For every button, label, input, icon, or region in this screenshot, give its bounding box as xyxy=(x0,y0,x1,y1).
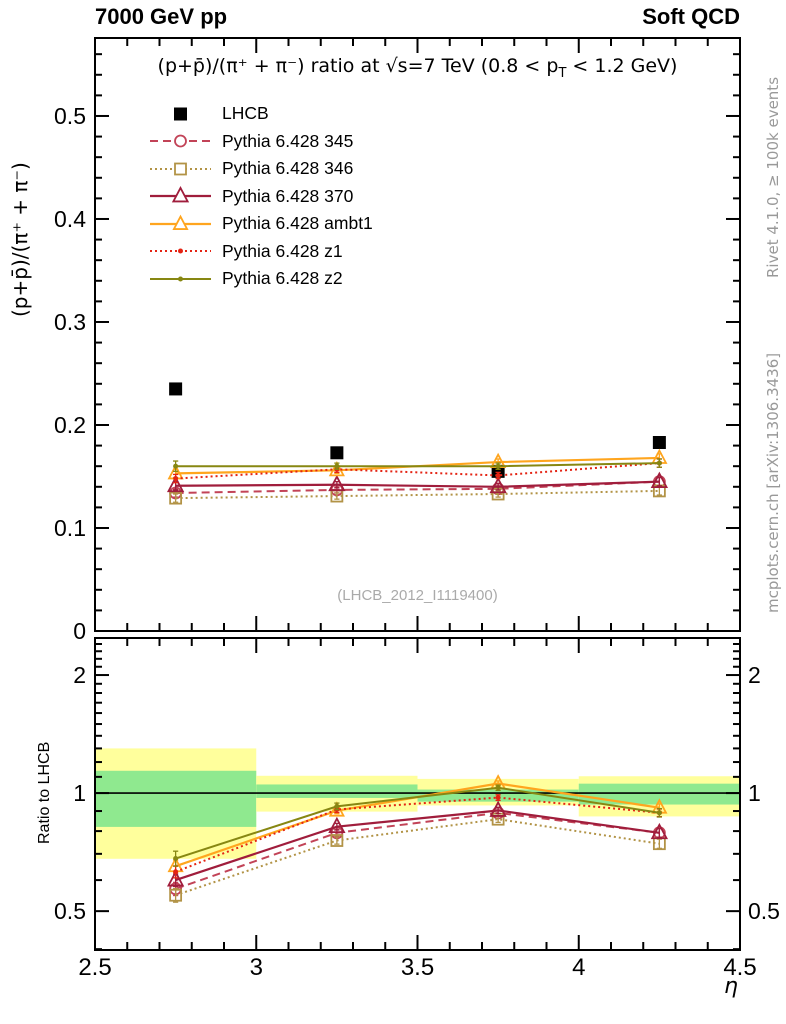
legend-entry-pythia-345 xyxy=(149,128,373,156)
legend-label: Pythia 6.428 345 xyxy=(222,130,354,151)
ratio-y-tick-label-left: 0.5 xyxy=(54,898,86,925)
plot-title-post: < 1.2 GeV) xyxy=(566,55,678,77)
legend-label: Pythia 6.428 370 xyxy=(222,185,354,206)
main-y-tick-label: 0.2 xyxy=(54,411,86,438)
legend-label: Pythia 6.428 ambt1 xyxy=(222,213,373,234)
x-tick-label: 2.5 xyxy=(78,954,112,981)
mcplots-arxiv-note: mcplots.cern.ch [arXiv:1306.3436] xyxy=(764,352,782,613)
plot-title-sub: T xyxy=(558,65,567,81)
legend-marker-z1-icon xyxy=(149,241,212,261)
legend-label: Pythia 6.428 z1 xyxy=(222,240,343,261)
plot-title xyxy=(95,55,740,81)
main-y-axis-title: (p+p̄)/(π⁺ + π⁻) xyxy=(8,162,32,318)
analysis-id-watermark: (LHCB_2012_I1119400) xyxy=(337,587,498,604)
series-p370 xyxy=(176,482,660,487)
legend-label: Pythia 6.428 z2 xyxy=(222,268,343,289)
ratio-y-tick-label-right: 0.5 xyxy=(748,898,780,925)
beam-energy-label: 7000 GeV pp xyxy=(95,4,228,29)
main-y-tick-label: 0 xyxy=(73,618,86,644)
series-z2 xyxy=(176,463,660,466)
x-tick-label: 3 xyxy=(249,954,263,981)
legend-marker-346-icon xyxy=(149,159,212,179)
legend-entry-pythia-z2 xyxy=(149,265,373,293)
main-y-tick-label: 0.4 xyxy=(54,205,86,232)
rivet-version-note: Rivet 4.1.0, ≥ 100k events xyxy=(764,77,782,279)
process-group-label: Soft QCD xyxy=(642,4,740,29)
ratio-y-tick-label-right: 2 xyxy=(748,662,761,689)
x-tick-label: 3.5 xyxy=(400,954,435,981)
ratio-y-tick-label-left: 1 xyxy=(73,780,86,807)
ratio-y-axis-title: Ratio to LHCB xyxy=(36,741,53,845)
lhcb-inner-uncertainty-band xyxy=(256,784,417,797)
legend xyxy=(149,100,373,293)
legend-marker-345-icon xyxy=(149,131,212,151)
legend-label: Pythia 6.428 346 xyxy=(222,158,354,179)
legend-marker-370-icon xyxy=(149,186,212,206)
legend-entry-pythia-370 xyxy=(149,183,373,211)
legend-entry-pythia-z1 xyxy=(149,238,373,266)
plot-title-pre: (p+p̄)/(π⁺ + π⁻) ratio at √s=7 TeV (0.8 < p xyxy=(157,55,559,77)
lhcb-inner-uncertainty-band xyxy=(95,771,256,827)
legend-entry-pythia-346 xyxy=(149,155,373,183)
x-axis-title: η xyxy=(724,974,738,999)
legend-label: LHCB xyxy=(222,103,269,124)
legend-marker-lhcb-icon xyxy=(149,104,212,124)
legend-entry-pythia-ambt1 xyxy=(149,210,373,238)
legend-marker-ambt1-icon xyxy=(149,214,212,234)
ratio-y-tick-label-left: 2 xyxy=(73,662,86,689)
x-tick-label: 4 xyxy=(572,954,586,981)
legend-marker-z2-icon xyxy=(149,269,212,289)
main-y-tick-label: 0.5 xyxy=(54,102,86,129)
legend-entry-lhcb xyxy=(149,100,373,128)
main-y-tick-label: 0.1 xyxy=(54,514,86,541)
main-y-tick-label: 0.3 xyxy=(54,308,86,335)
x-tick-label: 4.5 xyxy=(723,954,757,981)
ratio-y-tick-label-right: 1 xyxy=(748,780,761,807)
